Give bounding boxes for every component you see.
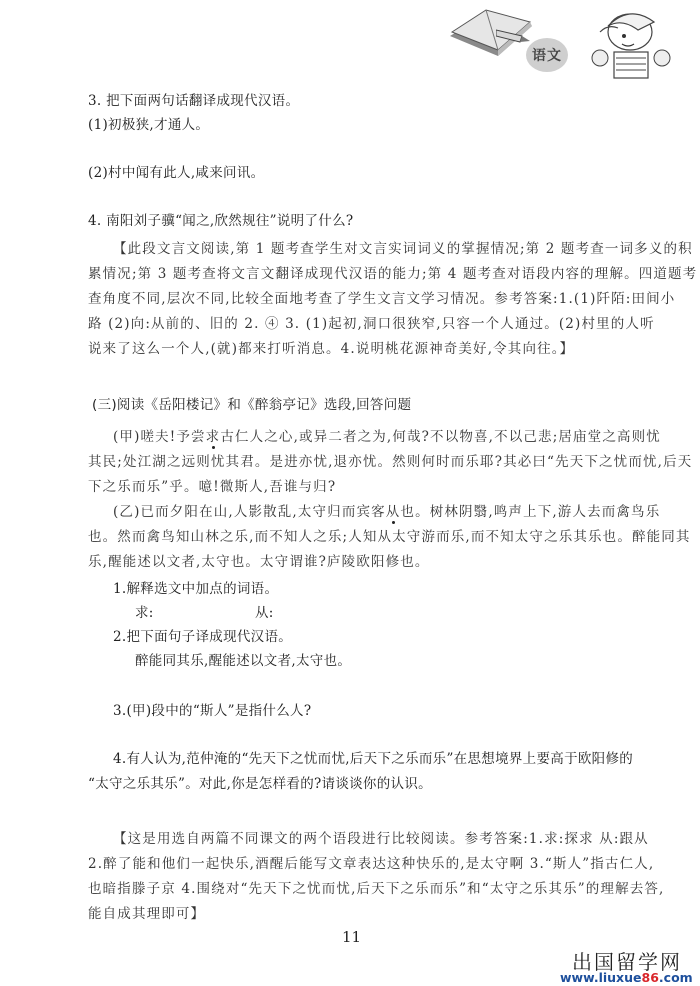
subject-badge: 语文: [526, 38, 568, 72]
section3-question-3: 3.(甲)段中的“斯人”是指什么人?: [113, 703, 312, 719]
passage-text: 也。树林阴翳,鸣声上下,游人去而禽鸟乐: [400, 504, 661, 520]
watermark-url-highlight: 86: [641, 970, 659, 985]
watermark-url-prefix: www.liuxue: [560, 970, 642, 985]
answer-key-line: 查角度不同,层次不同,比较全面地考查了学生文言文学习情况。参考答案:1.(1)阡陌:田间小: [88, 291, 676, 307]
passage-yi-line: [113, 503, 660, 521]
answer-key-line: 【这是用选自两篇不同课文的两个语段进行比较阅读。参考答案:1.求:探求 从:跟从: [113, 831, 649, 847]
page-number: 11: [342, 928, 362, 946]
blank-label-qiu: 求:: [135, 605, 154, 621]
pencil-icon: [496, 26, 532, 46]
passage-text: (甲)嗟夫!予尝: [113, 429, 206, 445]
answer-key-line: 能自成其理即可】: [88, 906, 206, 922]
section3-question-1: 1.解释选文中加点的词语。: [113, 581, 279, 597]
watermark-title: 出国留学网: [572, 950, 682, 974]
blank-label-cong: 从:: [255, 605, 274, 621]
passage-yi-line: 乐,醒能述以文者,太守也。太守谓谁?庐陵欧阳修也。: [88, 554, 430, 570]
emphasized-word: 求: [205, 429, 221, 445]
answer-key-line: 说来了这么一个人,(就)都来打听消息。4.说明桃花源神奇美好,令其向往。】: [88, 341, 575, 357]
passage-jia-line: 其民;处江湖之远则忧其君。是进亦忧,退亦忧。然则何时而乐耶?其必曰“先天下之忧而忧,后天: [88, 454, 693, 470]
watermark-url: [560, 970, 693, 985]
header-illustration: [430, 0, 700, 82]
answer-key-line: 【此段文言文阅读,第 1 题考查学生对文言实词词义的掌握情况;第 2 题考查一词多义的积: [113, 241, 693, 257]
passage-text: 古仁人之心,或异二者之为,何哉?不以物喜,不以己悲;居庙堂之高则忧: [220, 429, 661, 445]
passage-jia-line: 下之乐而乐”乎。噫!微斯人,吾谁与归?: [88, 479, 337, 495]
section3-question-2: 2.把下面句子译成现代汉语。: [113, 629, 293, 645]
section-heading: (三)阅读《岳阳楼记》和《醉翁亭记》选段,回答问题: [92, 397, 412, 413]
emphasized-word: 从: [385, 504, 401, 520]
translation-sentence: 醉能同其乐,醒能述以文者,太守也。: [135, 653, 352, 669]
answer-key-line: 也暗指滕子京 4.围绕对“先天下之忧而忧,后天下之乐而乐”和“太守之乐其乐”的理解去答,: [88, 881, 665, 897]
question-3-item-2: (2)村中闻有此人,咸来问讯。: [88, 165, 265, 181]
answer-key-line: 路 (2)向:从前的、旧的 2. ④ 3. (1)起初,洞口很狭窄,只容一个人通过。(2)村里的人听: [88, 316, 655, 332]
section3-question-4-cont: “太守之乐其乐”。对此,你是怎样看的?请谈谈你的认识。: [88, 776, 432, 792]
passage-jia-line: [113, 428, 661, 446]
question-3-item-1: (1)初极狭,才通人。: [88, 117, 210, 133]
passage-yi-line: 也。然而禽鸟知山林之乐,而不知人之乐;人知从太守游而乐,而不知太守之乐其乐也。醉能同其: [88, 529, 691, 545]
section3-question-4: 4.有人认为,范仲淹的“先天下之忧而忧,后天下之乐而乐”在思想境界上要高于欧阳修的: [113, 751, 634, 767]
answer-key-line: 2.醉了能和他们一起快乐,酒醒后能写文章表达这种快乐的,是太守啊 3.“斯人”指古仁人,: [88, 856, 655, 872]
question-4-prompt: 4. 南阳刘子骥“闻之,欣然规往”说明了什么?: [88, 213, 354, 229]
passage-text: (乙)已而夕阳在山,人影散乱,太守归而宾客: [113, 504, 386, 520]
answer-key-line: 累情况;第 3 题考查将文言文翻译成现代汉语的能力;第 4 题考查对语段内容的理解。四道题考: [88, 266, 698, 282]
cartoon-boy-mascot-icon: [578, 2, 688, 80]
question-3-prompt: 3. 把下面两句话翻译成现代汉语。: [88, 93, 300, 109]
site-watermark: [560, 946, 700, 986]
watermark-url-suffix: .com: [658, 970, 693, 985]
